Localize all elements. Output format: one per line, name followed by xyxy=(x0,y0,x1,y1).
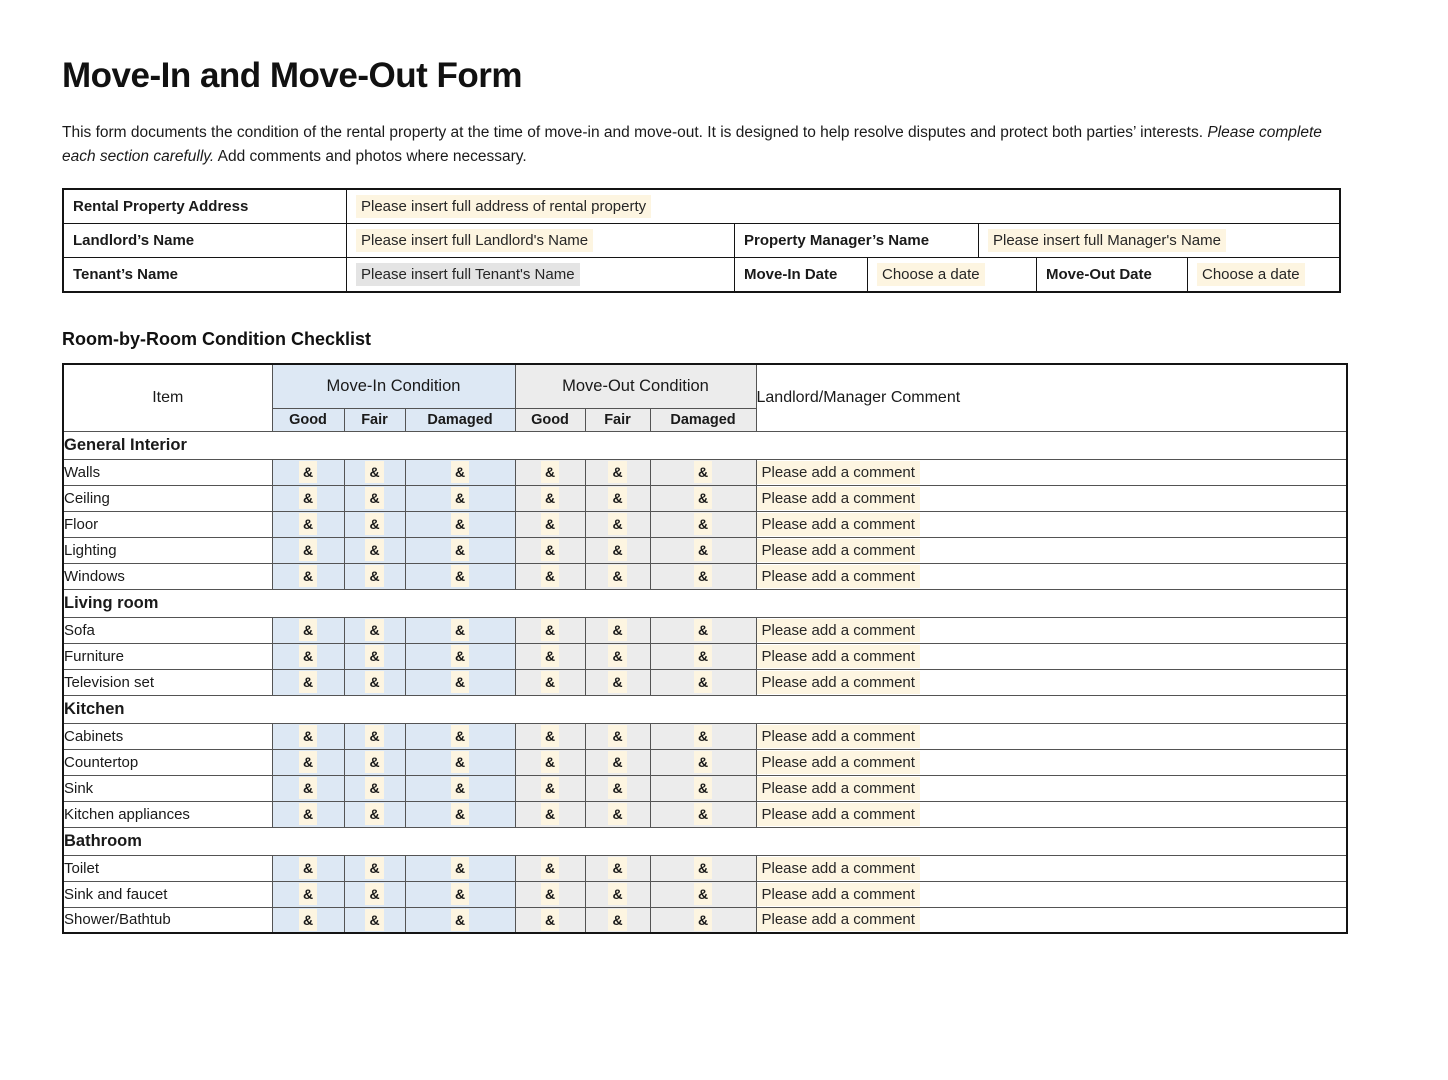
cell-movein-fair xyxy=(344,669,405,695)
cell-movein-fair xyxy=(344,775,405,801)
cell-moveout-fair xyxy=(585,881,650,907)
cell-moveout-good xyxy=(515,643,585,669)
page-title: Move-In and Move-Out Form xyxy=(62,56,522,95)
checkbox-moveout-damaged[interactable]: & xyxy=(694,857,712,879)
checkbox-moveout-fair[interactable]: & xyxy=(608,725,626,747)
cell-moveout-good xyxy=(515,775,585,801)
comment-cell xyxy=(756,669,1347,695)
item-label: Cabinets xyxy=(63,723,272,749)
checkbox-moveout-damaged[interactable]: & xyxy=(694,539,712,561)
cell-moveout-damaged xyxy=(650,485,756,511)
comment-field[interactable]: Please add a comment xyxy=(757,857,920,880)
checkbox-moveout-damaged[interactable]: & xyxy=(694,751,712,773)
cell-moveout-damaged xyxy=(650,537,756,563)
cell-moveout-good xyxy=(515,669,585,695)
cell-movein-damaged xyxy=(405,723,515,749)
movein-date-cell xyxy=(868,258,1037,291)
checkbox-movein-fair[interactable]: & xyxy=(365,883,383,905)
moveout-date-label: Move-Out Date xyxy=(1037,258,1188,291)
checkbox-movein-good[interactable]: & xyxy=(299,725,317,747)
cell-movein-good xyxy=(272,563,344,589)
cell-moveout-damaged xyxy=(650,855,756,881)
checkbox-movein-good[interactable]: & xyxy=(299,565,317,587)
cell-movein-good xyxy=(272,881,344,907)
checkbox-moveout-fair[interactable]: & xyxy=(608,909,626,931)
info-row-tenant xyxy=(64,258,1339,291)
item-row xyxy=(63,617,1347,643)
item-row xyxy=(63,563,1347,589)
comment-field[interactable]: Please add a comment xyxy=(757,671,920,694)
checkbox-movein-good[interactable]: & xyxy=(299,539,317,561)
moveout-good-header: Good xyxy=(515,408,585,431)
item-label: Floor xyxy=(63,511,272,537)
checkbox-movein-good[interactable]: & xyxy=(299,857,317,879)
comment-field[interactable]: Please add a comment xyxy=(757,883,920,906)
checkbox-moveout-good[interactable]: & xyxy=(541,883,559,905)
checkbox-moveout-fair[interactable]: & xyxy=(608,883,626,905)
cell-moveout-good xyxy=(515,749,585,775)
item-row xyxy=(63,907,1347,933)
checkbox-movein-damaged[interactable]: & xyxy=(451,461,469,483)
checkbox-moveout-damaged[interactable]: & xyxy=(694,565,712,587)
checkbox-moveout-damaged[interactable]: & xyxy=(694,487,712,509)
moveout-damaged-header: Damaged xyxy=(650,408,756,431)
comment-cell xyxy=(756,643,1347,669)
checkbox-movein-fair[interactable]: & xyxy=(365,751,383,773)
checkbox-moveout-good[interactable]: & xyxy=(541,487,559,509)
cell-moveout-damaged xyxy=(650,511,756,537)
section-row xyxy=(63,589,1347,617)
cell-moveout-damaged xyxy=(650,669,756,695)
info-row-address xyxy=(64,190,1339,224)
checkbox-moveout-fair[interactable]: & xyxy=(608,671,626,693)
item-label: Toilet xyxy=(63,855,272,881)
cell-moveout-damaged xyxy=(650,881,756,907)
item-row xyxy=(63,775,1347,801)
checkbox-movein-good[interactable]: & xyxy=(299,883,317,905)
cell-moveout-damaged xyxy=(650,749,756,775)
moveout-condition-header: Move-Out Condition xyxy=(515,364,756,408)
cell-movein-good xyxy=(272,801,344,827)
cell-movein-fair xyxy=(344,643,405,669)
section-title: Living room xyxy=(63,589,1347,617)
cell-moveout-damaged xyxy=(650,563,756,589)
cell-movein-damaged xyxy=(405,511,515,537)
checkbox-moveout-damaged[interactable]: & xyxy=(694,461,712,483)
cell-moveout-good xyxy=(515,881,585,907)
item-label: Walls xyxy=(63,459,272,485)
checkbox-moveout-good[interactable]: & xyxy=(541,645,559,667)
section-title: Bathroom xyxy=(63,827,1347,855)
comment-cell xyxy=(756,855,1347,881)
manager-name-label: Property Manager’s Name xyxy=(735,224,979,257)
cell-movein-good xyxy=(272,669,344,695)
checkbox-moveout-fair[interactable]: & xyxy=(608,751,626,773)
item-label: Windows xyxy=(63,563,272,589)
checkbox-moveout-damaged[interactable]: & xyxy=(694,909,712,931)
checkbox-movein-fair[interactable]: & xyxy=(365,909,383,931)
item-row xyxy=(63,749,1347,775)
manager-name-cell xyxy=(979,224,1339,257)
cell-moveout-fair xyxy=(585,511,650,537)
checkbox-movein-damaged[interactable]: & xyxy=(451,487,469,509)
property-info-table xyxy=(62,188,1341,293)
checkbox-movein-good[interactable]: & xyxy=(299,803,317,825)
cell-movein-fair xyxy=(344,855,405,881)
intro-text-2: Add comments and photos where necessary. xyxy=(214,147,527,165)
item-row xyxy=(63,537,1347,563)
checklist-heading: Room-by-Room Condition Checklist xyxy=(62,329,371,349)
cell-movein-damaged xyxy=(405,775,515,801)
cell-movein-fair xyxy=(344,537,405,563)
comment-field[interactable]: Please add a comment xyxy=(757,487,920,510)
cell-moveout-fair xyxy=(585,537,650,563)
checkbox-moveout-good[interactable]: & xyxy=(541,725,559,747)
cell-movein-damaged xyxy=(405,459,515,485)
checklist-body xyxy=(63,431,1347,933)
cell-moveout-fair xyxy=(585,749,650,775)
checkbox-movein-good[interactable]: & xyxy=(299,751,317,773)
cell-movein-damaged xyxy=(405,907,515,933)
comment-field[interactable]: Please add a comment xyxy=(757,513,920,536)
landlord-name-cell xyxy=(347,224,735,257)
checkbox-moveout-good[interactable]: & xyxy=(541,777,559,799)
checkbox-movein-fair[interactable]: & xyxy=(365,777,383,799)
item-label: Furniture xyxy=(63,643,272,669)
movein-damaged-header: Damaged xyxy=(405,408,515,431)
cell-moveout-good xyxy=(515,801,585,827)
checkbox-movein-fair[interactable]: & xyxy=(365,725,383,747)
checkbox-moveout-damaged[interactable]: & xyxy=(694,671,712,693)
item-row xyxy=(63,459,1347,485)
comment-cell xyxy=(756,511,1347,537)
checkbox-movein-fair[interactable]: & xyxy=(365,539,383,561)
item-label: Television set xyxy=(63,669,272,695)
checkbox-movein-damaged[interactable]: & xyxy=(451,909,469,931)
checkbox-moveout-good[interactable]: & xyxy=(541,671,559,693)
tenant-name-label: Tenant’s Name xyxy=(64,258,347,291)
comment-cell xyxy=(756,537,1347,563)
cell-movein-fair xyxy=(344,563,405,589)
checkbox-movein-damaged[interactable]: & xyxy=(451,725,469,747)
item-label: Ceiling xyxy=(63,485,272,511)
checklist-header-row xyxy=(63,364,1347,408)
cell-movein-damaged xyxy=(405,563,515,589)
item-row xyxy=(63,669,1347,695)
comment-cell xyxy=(756,801,1347,827)
cell-movein-good xyxy=(272,643,344,669)
comment-cell xyxy=(756,881,1347,907)
tenant-name-field[interactable]: Please insert full Tenant's Name xyxy=(356,263,580,286)
comment-cell xyxy=(756,723,1347,749)
comment-field[interactable]: Please add a comment xyxy=(757,908,920,931)
cell-movein-damaged xyxy=(405,855,515,881)
comment-field[interactable]: Please add a comment xyxy=(757,565,920,588)
cell-moveout-good xyxy=(515,563,585,589)
checkbox-movein-good[interactable]: & xyxy=(299,513,317,535)
cell-moveout-damaged xyxy=(650,643,756,669)
comment-field[interactable]: Please add a comment xyxy=(757,619,920,642)
cell-movein-damaged xyxy=(405,643,515,669)
cell-moveout-fair xyxy=(585,617,650,643)
section-title: General Interior xyxy=(63,431,1347,459)
rental-address-cell xyxy=(347,190,1339,223)
checkbox-movein-good[interactable]: & xyxy=(299,645,317,667)
checkbox-movein-damaged[interactable]: & xyxy=(451,803,469,825)
checkbox-moveout-fair[interactable]: & xyxy=(608,513,626,535)
cell-moveout-good xyxy=(515,907,585,933)
info-row-landlord xyxy=(64,224,1339,258)
item-label: Kitchen appliances xyxy=(63,801,272,827)
cell-movein-good xyxy=(272,723,344,749)
checkbox-movein-good[interactable]: & xyxy=(299,671,317,693)
cell-moveout-fair xyxy=(585,563,650,589)
cell-moveout-fair xyxy=(585,775,650,801)
cell-moveout-fair xyxy=(585,801,650,827)
checkbox-moveout-fair[interactable]: & xyxy=(608,803,626,825)
cell-moveout-good xyxy=(515,537,585,563)
cell-moveout-fair xyxy=(585,459,650,485)
movein-condition-header: Move-In Condition xyxy=(272,364,515,408)
item-label: Sink and faucet xyxy=(63,881,272,907)
intro-text-1: This form documents the condition of the rental property at the time of move-in and move-out. It is designed to help resolve disputes and protect both parties’ interests. xyxy=(62,124,1208,141)
comment-field[interactable]: Please add a comment xyxy=(757,725,920,748)
checkbox-movein-damaged[interactable]: & xyxy=(451,857,469,879)
checkbox-movein-fair[interactable]: & xyxy=(365,803,383,825)
intro-paragraph xyxy=(62,121,1340,168)
cell-movein-fair xyxy=(344,723,405,749)
item-label: Lighting xyxy=(63,537,272,563)
item-label: Sofa xyxy=(63,617,272,643)
cell-moveout-fair xyxy=(585,855,650,881)
cell-moveout-damaged xyxy=(650,617,756,643)
item-row xyxy=(63,723,1347,749)
checkbox-moveout-good[interactable]: & xyxy=(541,803,559,825)
section-row xyxy=(63,431,1347,459)
checkbox-movein-fair[interactable]: & xyxy=(365,619,383,641)
cell-movein-fair xyxy=(344,907,405,933)
cell-moveout-good xyxy=(515,723,585,749)
checkbox-movein-fair[interactable]: & xyxy=(365,461,383,483)
checkbox-movein-damaged[interactable]: & xyxy=(451,565,469,587)
checkbox-moveout-fair[interactable]: & xyxy=(608,619,626,641)
cell-movein-damaged xyxy=(405,617,515,643)
comment-field[interactable]: Please add a comment xyxy=(757,539,920,562)
cell-movein-good xyxy=(272,855,344,881)
cell-movein-good xyxy=(272,511,344,537)
checkbox-movein-fair[interactable]: & xyxy=(365,645,383,667)
cell-movein-damaged xyxy=(405,537,515,563)
checkbox-moveout-damaged[interactable]: & xyxy=(694,619,712,641)
checkbox-movein-damaged[interactable]: & xyxy=(451,645,469,667)
checkbox-movein-damaged[interactable]: & xyxy=(451,619,469,641)
comment-cell xyxy=(756,907,1347,933)
cell-movein-fair xyxy=(344,881,405,907)
cell-movein-good xyxy=(272,907,344,933)
rental-address-label: Rental Property Address xyxy=(64,190,347,223)
comment-cell xyxy=(756,485,1347,511)
cell-movein-good xyxy=(272,617,344,643)
cell-movein-fair xyxy=(344,749,405,775)
cell-moveout-damaged xyxy=(650,723,756,749)
cell-moveout-fair xyxy=(585,723,650,749)
cell-movein-fair xyxy=(344,459,405,485)
checkbox-moveout-fair[interactable]: & xyxy=(608,539,626,561)
item-row xyxy=(63,881,1347,907)
checkbox-moveout-good[interactable]: & xyxy=(541,909,559,931)
checkbox-movein-good[interactable]: & xyxy=(299,777,317,799)
comment-cell xyxy=(756,775,1347,801)
cell-moveout-good xyxy=(515,617,585,643)
item-label: Sink xyxy=(63,775,272,801)
cell-movein-damaged xyxy=(405,669,515,695)
cell-movein-good xyxy=(272,459,344,485)
landlord-name-field[interactable]: Please insert full Landlord's Name xyxy=(356,229,593,252)
cell-movein-good xyxy=(272,485,344,511)
checkbox-moveout-fair[interactable]: & xyxy=(608,645,626,667)
tenant-name-cell xyxy=(347,258,735,291)
item-row xyxy=(63,855,1347,881)
rental-address-field[interactable]: Please insert full address of rental property xyxy=(356,195,651,218)
checkbox-movein-fair[interactable]: & xyxy=(365,671,383,693)
moveout-fair-header: Fair xyxy=(585,408,650,431)
checkbox-moveout-good[interactable]: & xyxy=(541,513,559,535)
document-page xyxy=(0,56,1448,1080)
comment-field[interactable]: Please add a comment xyxy=(757,803,920,826)
cell-movein-fair xyxy=(344,617,405,643)
checkbox-moveout-damaged[interactable]: & xyxy=(694,803,712,825)
item-row xyxy=(63,643,1347,669)
checkbox-movein-damaged[interactable]: & xyxy=(451,883,469,905)
cell-movein-damaged xyxy=(405,801,515,827)
checkbox-moveout-good[interactable]: & xyxy=(541,619,559,641)
checkbox-moveout-damaged[interactable]: & xyxy=(694,513,712,535)
checkbox-movein-fair[interactable]: & xyxy=(365,513,383,535)
comment-cell xyxy=(756,617,1347,643)
checkbox-movein-damaged[interactable]: & xyxy=(451,539,469,561)
checkbox-moveout-fair[interactable]: & xyxy=(608,857,626,879)
comment-cell xyxy=(756,749,1347,775)
cell-movein-damaged xyxy=(405,749,515,775)
checkbox-moveout-damaged[interactable]: & xyxy=(694,883,712,905)
comment-cell xyxy=(756,563,1347,589)
cell-moveout-good xyxy=(515,855,585,881)
comment-field[interactable]: Please add a comment xyxy=(757,751,920,774)
cell-moveout-damaged xyxy=(650,907,756,933)
checkbox-moveout-good[interactable]: & xyxy=(541,857,559,879)
section-row xyxy=(63,695,1347,723)
comment-column-header: Landlord/Manager Comment xyxy=(756,364,1347,431)
cell-moveout-good xyxy=(515,511,585,537)
checkbox-moveout-fair[interactable]: & xyxy=(608,565,626,587)
cell-moveout-fair xyxy=(585,669,650,695)
checkbox-movein-damaged[interactable]: & xyxy=(451,777,469,799)
cell-moveout-fair xyxy=(585,485,650,511)
comment-cell xyxy=(756,459,1347,485)
checkbox-movein-damaged[interactable]: & xyxy=(451,671,469,693)
comment-field[interactable]: Please add a comment xyxy=(757,777,920,800)
moveout-date-cell xyxy=(1188,258,1339,291)
comment-field[interactable]: Please add a comment xyxy=(757,461,920,484)
cell-movein-fair xyxy=(344,511,405,537)
movein-good-header: Good xyxy=(272,408,344,431)
cell-moveout-good xyxy=(515,459,585,485)
comment-field[interactable]: Please add a comment xyxy=(757,645,920,668)
landlord-name-label: Landlord’s Name xyxy=(64,224,347,257)
checkbox-movein-fair[interactable]: & xyxy=(365,857,383,879)
item-row xyxy=(63,511,1347,537)
cell-moveout-damaged xyxy=(650,459,756,485)
checkbox-movein-good[interactable]: & xyxy=(299,909,317,931)
cell-movein-good xyxy=(272,775,344,801)
cell-movein-damaged xyxy=(405,881,515,907)
cell-movein-fair xyxy=(344,801,405,827)
checkbox-moveout-damaged[interactable]: & xyxy=(694,645,712,667)
checkbox-movein-good[interactable]: & xyxy=(299,461,317,483)
manager-name-field[interactable]: Please insert full Manager's Name xyxy=(988,229,1226,252)
movein-date-field[interactable]: Choose a date xyxy=(877,263,985,286)
item-label: Shower/Bathtub xyxy=(63,907,272,933)
checkbox-moveout-good[interactable]: & xyxy=(541,565,559,587)
checkbox-movein-good[interactable]: & xyxy=(299,619,317,641)
cell-moveout-fair xyxy=(585,907,650,933)
checkbox-moveout-good[interactable]: & xyxy=(541,751,559,773)
cell-movein-good xyxy=(272,537,344,563)
checkbox-moveout-damaged[interactable]: & xyxy=(694,725,712,747)
checkbox-moveout-fair[interactable]: & xyxy=(608,777,626,799)
checkbox-movein-damaged[interactable]: & xyxy=(451,751,469,773)
checkbox-moveout-good[interactable]: & xyxy=(541,461,559,483)
cell-moveout-good xyxy=(515,485,585,511)
moveout-date-field[interactable]: Choose a date xyxy=(1197,263,1305,286)
condition-checklist-table xyxy=(62,363,1348,934)
checkbox-movein-good[interactable]: & xyxy=(299,487,317,509)
item-row xyxy=(63,801,1347,827)
checkbox-movein-fair[interactable]: & xyxy=(365,565,383,587)
movein-date-label: Move-In Date xyxy=(735,258,868,291)
cell-moveout-fair xyxy=(585,643,650,669)
checkbox-moveout-fair[interactable]: & xyxy=(608,487,626,509)
cell-moveout-damaged xyxy=(650,801,756,827)
item-label: Countertop xyxy=(63,749,272,775)
intro-text-italic: Please complete each section carefully. xyxy=(62,124,1322,165)
cell-movein-fair xyxy=(344,485,405,511)
checkbox-moveout-damaged[interactable]: & xyxy=(694,777,712,799)
cell-moveout-damaged xyxy=(650,775,756,801)
checkbox-moveout-good[interactable]: & xyxy=(541,539,559,561)
checkbox-movein-fair[interactable]: & xyxy=(365,487,383,509)
movein-fair-header: Fair xyxy=(344,408,405,431)
checkbox-moveout-fair[interactable]: & xyxy=(608,461,626,483)
section-title: Kitchen xyxy=(63,695,1347,723)
section-row xyxy=(63,827,1347,855)
item-row xyxy=(63,485,1347,511)
cell-movein-damaged xyxy=(405,485,515,511)
checkbox-movein-damaged[interactable]: & xyxy=(451,513,469,535)
cell-movein-good xyxy=(272,749,344,775)
item-column-header: Item xyxy=(63,364,272,431)
